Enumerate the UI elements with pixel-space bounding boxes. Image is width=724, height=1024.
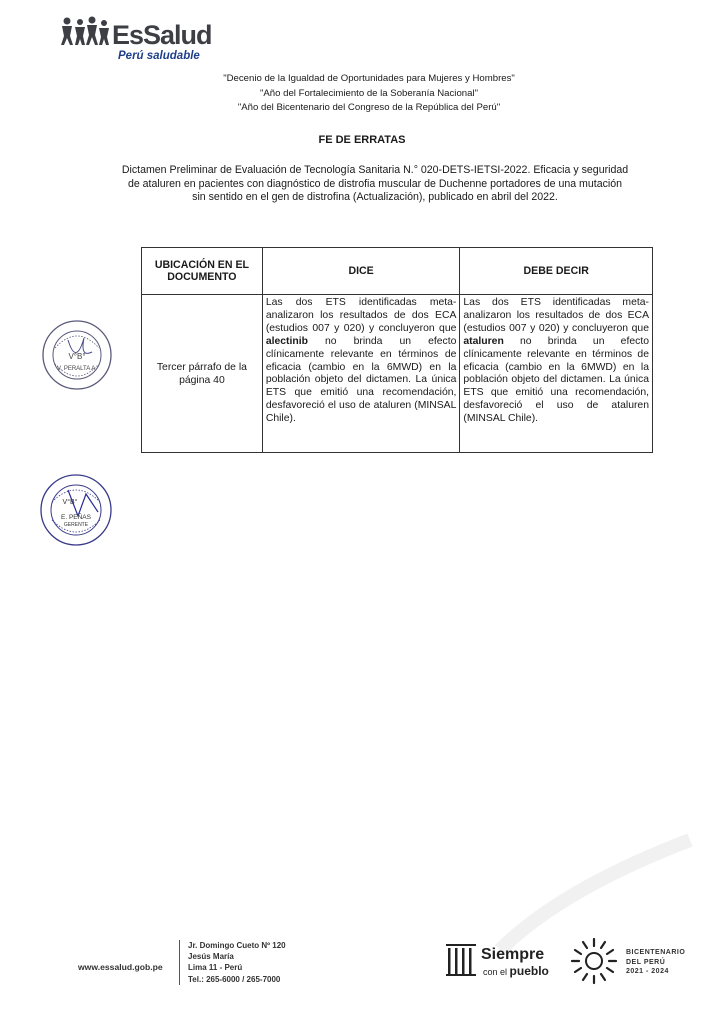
table-row [142, 295, 653, 453]
footer-website[interactable]: www.essalud.gob.pe [78, 962, 163, 972]
motto-line: "Decenio de la Igualdad de Oportunidades para Mujeres y Hombres" [223, 73, 515, 84]
dice-cell: Las dos ETS identificadas meta-analizaron los resultados de dos ECA (estudios 007 y 020) y concluyeron que alectinib no brinda un efecto clínicamente relevante en términos de eficacia (cambio en la 6MWD) en la población objeto del dictamen. La única ETS que emitió una recomendación, desfavoreció el uso de ataluren (MINSAL Chile). [262, 295, 460, 453]
document-title: FE DE ERRATAS [318, 134, 406, 146]
address-line: Lima 11 - Perú [188, 963, 243, 973]
document-intro: Dictamen Preliminar de Evaluación de Tecnología Sanitaria N.° 020-DETS-IETSI-2022. Eficacia y seguridad de ataluren en pacientes con diagnóstico de distrofia muscular de Duchenne portadores de una mutación sin sentido en el gen de distrofina (Actualización), publicado en abril del 2022. [121, 164, 629, 204]
address-line: Jesús María [188, 952, 234, 962]
stamp2-name: E. PEÑAS [61, 514, 91, 521]
header-location: UBICACIÓN EN EL DOCUMENTO [142, 248, 263, 295]
address-line: Jr. Domingo Cueto Nº 120 [188, 941, 286, 950]
table-header-row [142, 248, 653, 295]
official-mottos [0, 72, 724, 116]
header-dice: DICE [262, 248, 460, 295]
columns-icon [445, 942, 477, 978]
siempre-con-el-pueblo-logo [445, 940, 555, 980]
brand-name: EsSalud [112, 20, 212, 50]
siempre-sub: con el pueblo [483, 964, 549, 978]
bicentenario-text: BICENTENARIO DEL PERÚ 2021 - 2024 [626, 949, 686, 975]
footer-address [179, 940, 286, 985]
stamp1-name: V. PERALTA A. [57, 366, 97, 372]
address-line: Tel.: 265-6000 / 265-7000 [188, 974, 281, 984]
errata-table [141, 247, 653, 453]
approval-stamp-2 [38, 472, 114, 548]
stamp2-center: V°B° [62, 499, 78, 506]
motto-line: "Año del Fortalecimiento de la Soberanía Nacional" [259, 87, 478, 99]
header-debe-decir: DEBE DECIR [460, 248, 653, 295]
bicentenario-emblem-icon [568, 936, 620, 986]
approval-stamp-1 [40, 318, 114, 392]
motto-line: "Año del Bicentenario del Congreso de la República del Perú" [237, 102, 501, 113]
siempre-word: Siempre [481, 946, 545, 963]
family-figures-icon [60, 16, 112, 46]
brand-tagline: Perú saludable [118, 50, 200, 62]
location-cell: Tercer párrafo de la página 40 [142, 295, 263, 453]
bicentenario-logo [568, 936, 698, 986]
debe-decir-cell: Las dos ETS identificadas meta-analizaron los resultados de dos ECA (estudios 007 y 020) y concluyeron que ataluren no brinda un efecto clínicamente relevante en términos de eficacia (cambio en la 6MWD) en la población objeto del dictamen. La única ETS que emitió una recomendación, desfavoreció el uso de ataluren (MINSAL Chile). [460, 295, 653, 453]
stamp2-role: GERENTE [63, 522, 89, 528]
essalud-logo [60, 14, 230, 66]
stamp1-center: V°B° [68, 352, 86, 361]
